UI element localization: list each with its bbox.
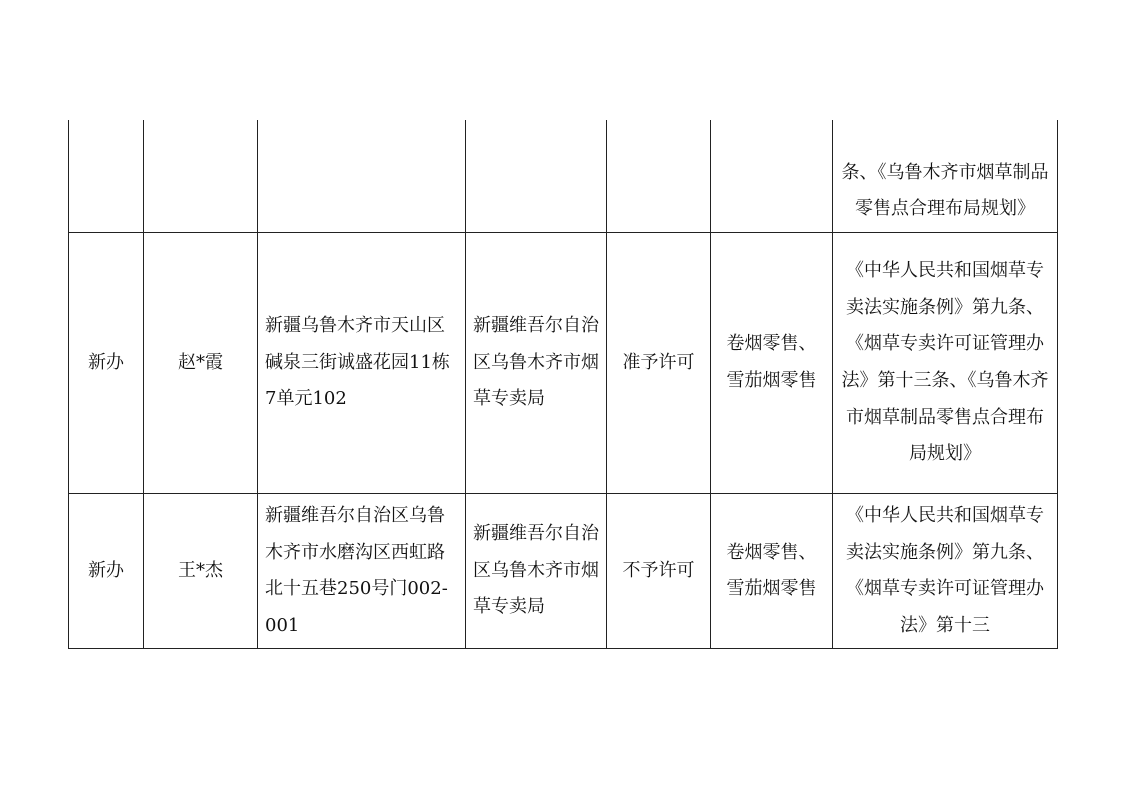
cell-agency xyxy=(466,120,607,233)
table-row xyxy=(69,233,1058,494)
cell-name: 赵*霞 xyxy=(144,233,258,494)
cell-legal-basis: 《中华人民共和国烟草专卖法实施条例》第九条、《烟草专卖许可证管理办法》第十三 xyxy=(833,494,1058,649)
cell-type xyxy=(69,120,144,233)
cell-scope: 卷烟零售、雪茄烟零售 xyxy=(711,233,833,494)
cell-type: 新办 xyxy=(69,233,144,494)
cell-scope: 卷烟零售、雪茄烟零售 xyxy=(711,494,833,649)
cell-decision xyxy=(607,120,711,233)
table-row xyxy=(69,120,1058,233)
cell-decision: 不予许可 xyxy=(607,494,711,649)
cell-address: 新疆乌鲁木齐市天山区碱泉三街诚盛花园11栋7单元102 xyxy=(258,233,466,494)
table-row xyxy=(69,494,1058,649)
cell-agency: 新疆维吾尔自治区乌鲁木齐市烟草专卖局 xyxy=(466,494,607,649)
cell-name xyxy=(144,120,258,233)
cell-type: 新办 xyxy=(69,494,144,649)
cell-address xyxy=(258,120,466,233)
cell-decision: 准予许可 xyxy=(607,233,711,494)
cell-agency: 新疆维吾尔自治区乌鲁木齐市烟草专卖局 xyxy=(466,233,607,494)
cell-name: 王*杰 xyxy=(144,494,258,649)
cell-address: 新疆维吾尔自治区乌鲁木齐市水磨沟区西虹路北十五巷250号门002-001 xyxy=(258,494,466,649)
cell-legal-basis: 《中华人民共和国烟草专卖法实施条例》第九条、《烟草专卖许可证管理办法》第十三条、《乌鲁木齐市烟草制品零售点合理布局规划》 xyxy=(833,233,1058,494)
cell-scope xyxy=(711,120,833,233)
permit-table xyxy=(68,120,1058,649)
cell-legal-basis: 条、《乌鲁木齐市烟草制品零售点合理布局规划》 xyxy=(833,120,1058,233)
